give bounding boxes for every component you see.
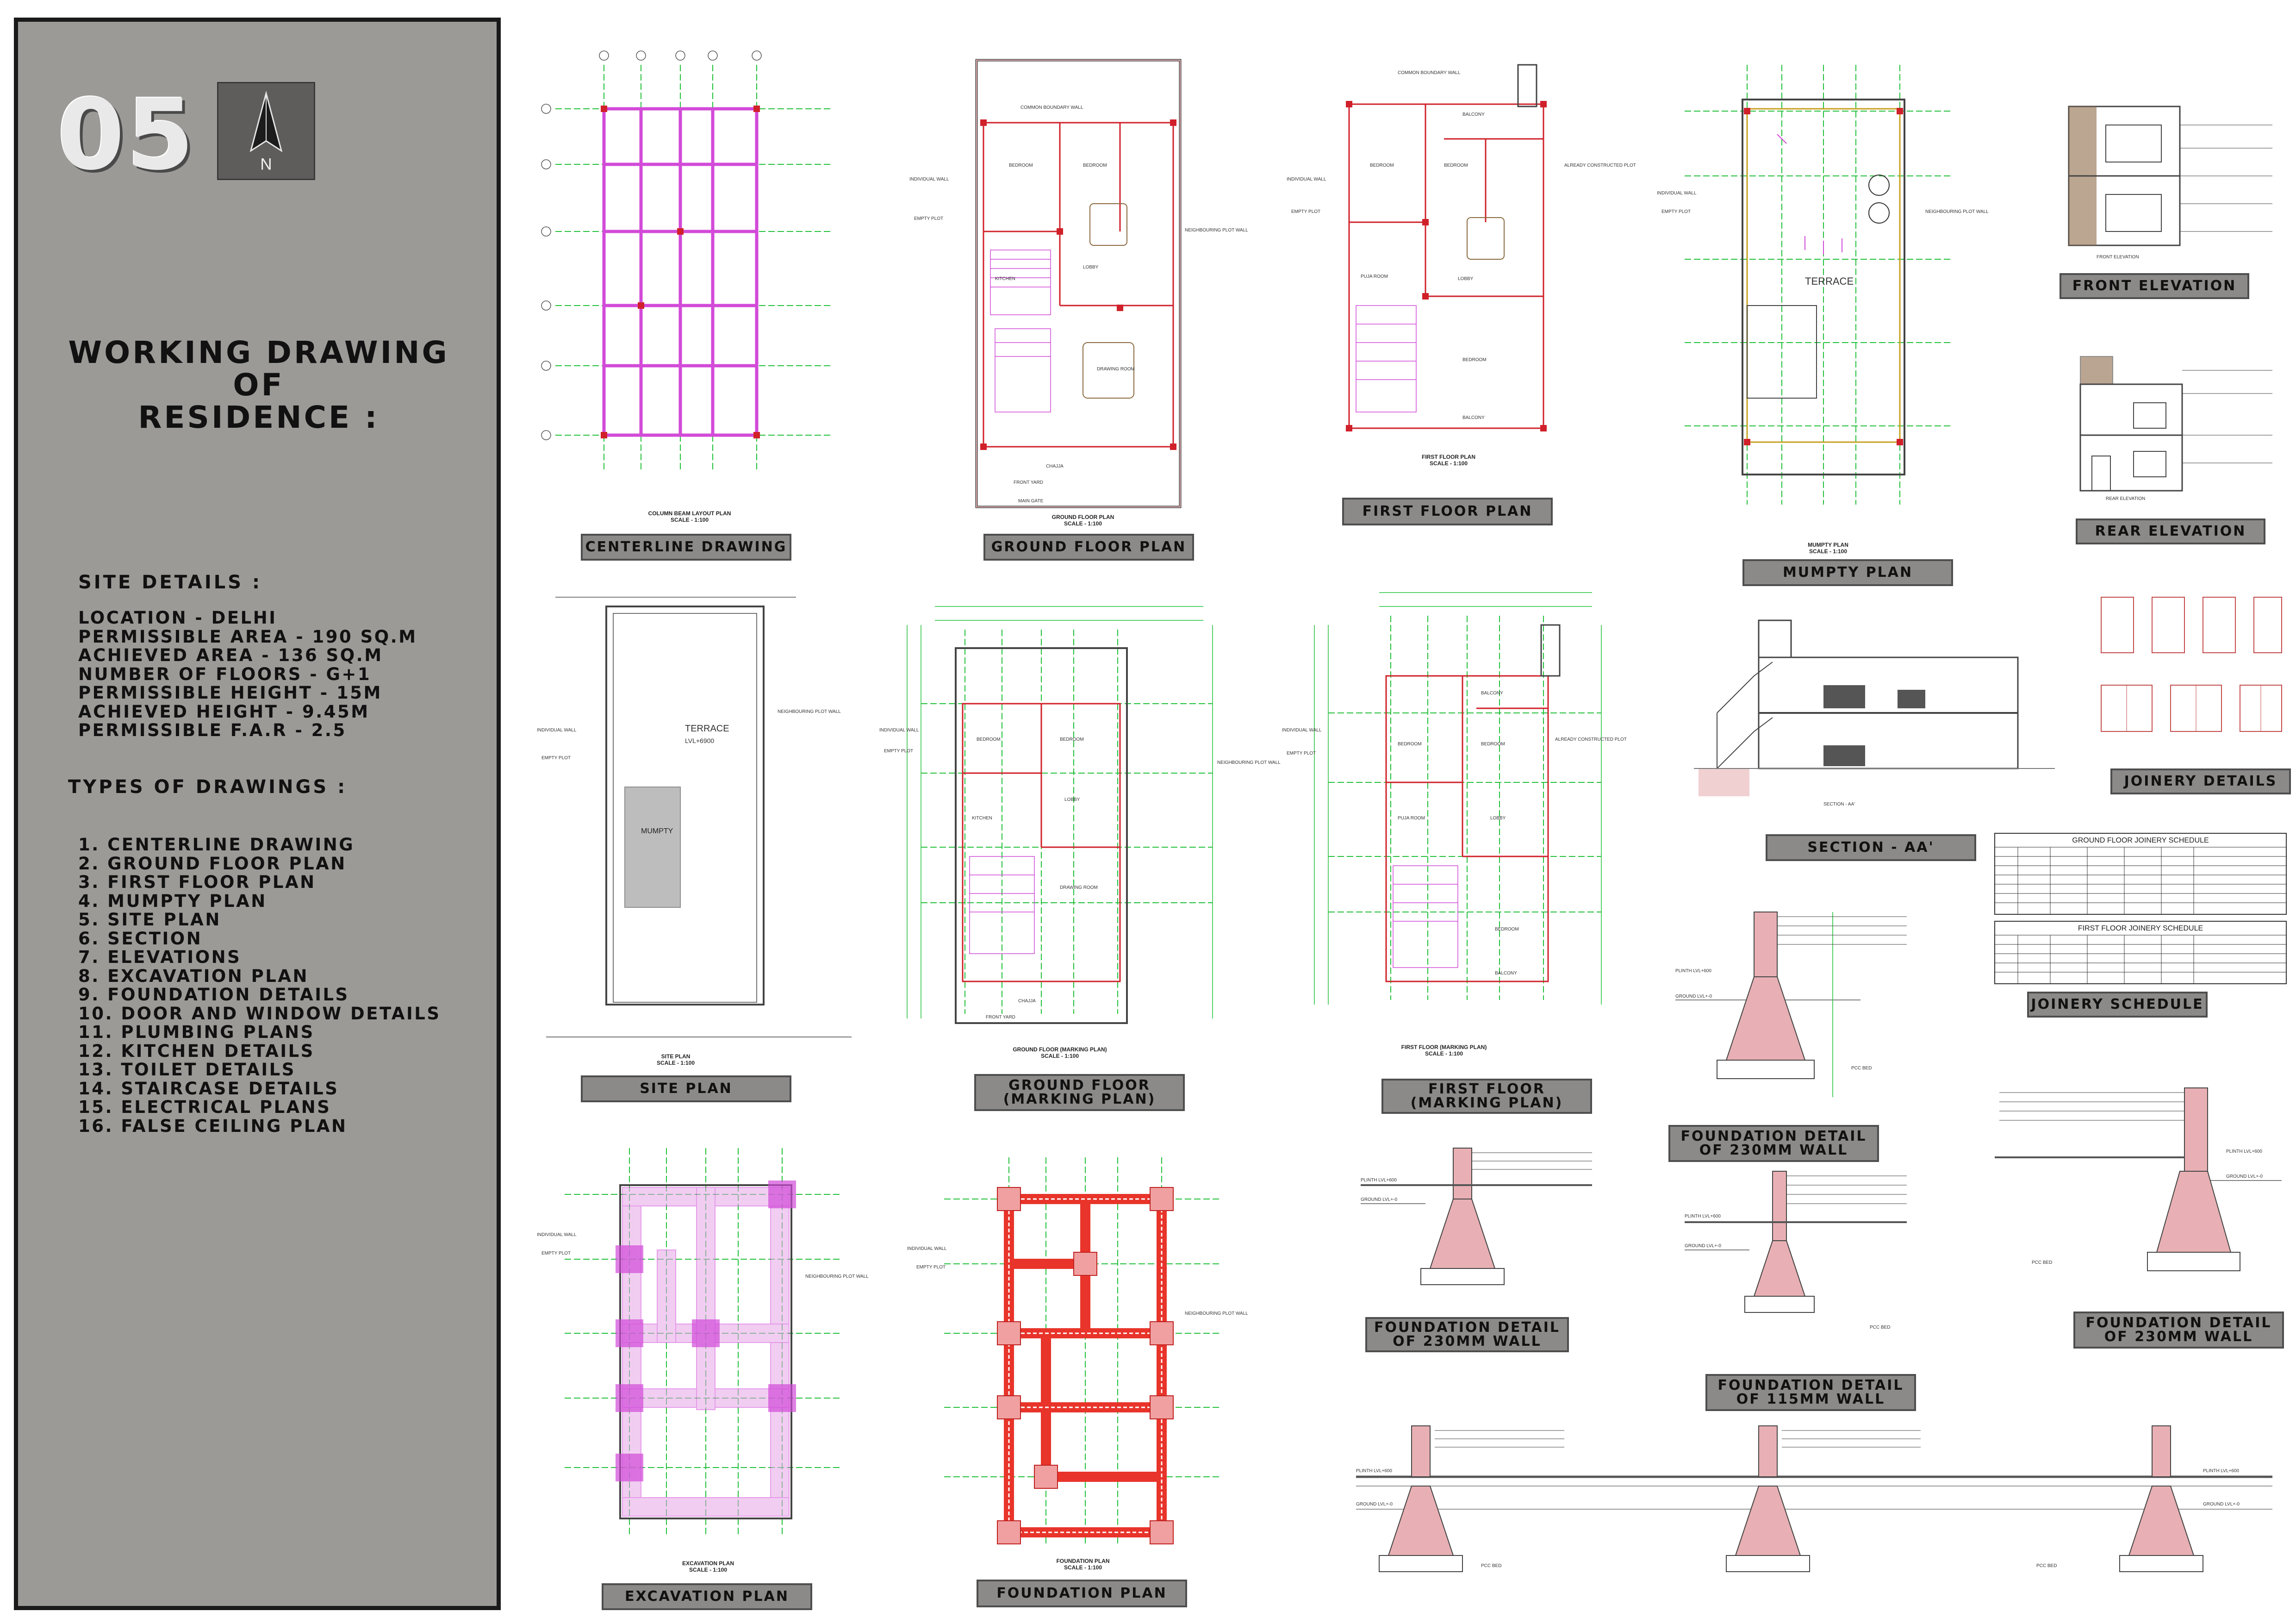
foundation-115-panel bbox=[1675, 1157, 1962, 1417]
foundation-230-c-graphic bbox=[1985, 1079, 2291, 1310]
section-title: SECTION - AA' bbox=[1766, 834, 1976, 861]
site-detail-item: ACHIEVED HEIGHT - 9.45M bbox=[78, 701, 370, 722]
plan-label: MAIN GATE bbox=[1018, 499, 1044, 504]
drawing-type-item: 5. SITE PLAN bbox=[78, 910, 221, 930]
drawing-type-item: 16. FALSE CEILING PLAN bbox=[78, 1116, 348, 1136]
excavation-plan-panel bbox=[537, 1120, 870, 1616]
plinth-label: PLINTH LVL+600 bbox=[1361, 1178, 1397, 1183]
scale-text: SCALE - 1:100 bbox=[1064, 1564, 1102, 1571]
drawing-type-item: 7. ELEVATIONS bbox=[78, 947, 242, 967]
foundation-230-a-panel bbox=[1666, 903, 1962, 1167]
plan-label: BEDROOM bbox=[977, 737, 1001, 742]
foundation-115-title bbox=[1705, 1374, 1916, 1411]
plan-label: EMPTY PLOT bbox=[1291, 209, 1321, 214]
drawing-type-item: 2. GROUND FLOOR PLAN bbox=[78, 853, 347, 874]
scale-text: SCALE - 1:100 bbox=[1425, 1050, 1463, 1057]
ground-floor-plan-panel bbox=[907, 28, 1259, 565]
mumpty-title: MUMPTY PLAN bbox=[1742, 559, 1953, 586]
foundation-230-b-panel bbox=[1351, 1139, 1638, 1356]
ground-marking-caption bbox=[986, 1046, 1134, 1059]
foundation-plan-title: FOUNDATION PLAN bbox=[977, 1580, 1187, 1607]
front-elevation-title: FRONT ELEVATION bbox=[2060, 273, 2249, 299]
foundation-230-c-title bbox=[2073, 1312, 2284, 1349]
foundation-230-c-panel bbox=[1985, 1079, 2291, 1352]
plan-label: EMPTY PLOT bbox=[914, 216, 944, 221]
site-terrace-label: TERRACE bbox=[685, 724, 729, 734]
title-line: OF 230MM WALL bbox=[1393, 1333, 1542, 1349]
site-details-list bbox=[78, 609, 417, 740]
caption-text: GROUND FLOOR (MARKING PLAN) bbox=[1013, 1046, 1107, 1053]
first-marking-plan-panel bbox=[1277, 560, 1638, 1116]
caption-text: SITE PLAN bbox=[661, 1053, 691, 1060]
plan-label: NEIGHBOURING PLOT WALL bbox=[1217, 760, 1281, 765]
plan-label: EMPTY PLOT bbox=[1661, 209, 1691, 214]
first-floor-caption bbox=[1379, 454, 1518, 467]
ground-floor-title: GROUND FLOOR PLAN bbox=[983, 534, 1194, 561]
title-line: FIRST FLOOR bbox=[1428, 1081, 1545, 1097]
drawing-type-item: 9. FOUNDATION DETAILS bbox=[78, 985, 349, 1005]
title-line: OF 115MM WALL bbox=[1736, 1391, 1885, 1407]
plan-label: BEDROOM bbox=[1495, 927, 1519, 932]
site-details-heading: SITE DETAILS : bbox=[78, 572, 262, 593]
drawing-type-item: 6. SECTION bbox=[78, 928, 203, 949]
site-plan-panel bbox=[537, 565, 861, 1106]
drawing-type-item: 11. PLUMBING PLANS bbox=[78, 1022, 315, 1042]
title-line: FOUNDATION DETAIL bbox=[1717, 1377, 1904, 1393]
plan-label: LOBBY bbox=[1490, 816, 1506, 821]
north-arrow-icon bbox=[217, 82, 315, 180]
plan-label: NEIGHBOURING PLOT WALL bbox=[1185, 1311, 1248, 1316]
plan-label: BEDROOM bbox=[1444, 163, 1468, 168]
section-caption: SECTION - AA' bbox=[1823, 802, 1855, 807]
sheet-title bbox=[37, 337, 481, 434]
plan-label: BEDROOM bbox=[1370, 163, 1394, 168]
rear-elevation-caption: REAR ELEVATION bbox=[2106, 496, 2146, 501]
plan-label: BEDROOM bbox=[1060, 737, 1084, 742]
plan-label: INDIVIDUAL WALL bbox=[537, 1232, 577, 1237]
sheet-title-line: WORKING DRAWING bbox=[68, 335, 449, 370]
site-detail-item: ACHIEVED AREA - 136 SQ.M bbox=[78, 645, 383, 665]
plan-label: PUJA ROOM bbox=[1398, 816, 1425, 821]
plinth-label: PLINTH LVL+600 bbox=[1685, 1214, 1721, 1219]
ground-label: GROUND LVL+-0 bbox=[2226, 1174, 2263, 1179]
title-line: GROUND FLOOR bbox=[1008, 1077, 1151, 1093]
plan-label: PUJA ROOM bbox=[1361, 274, 1388, 279]
drawing-type-item: 8. EXCAVATION PLAN bbox=[78, 966, 309, 986]
pcc-label: PCC BED bbox=[2036, 1563, 2057, 1568]
caption-text: MUMPTY PLAN bbox=[1808, 542, 1848, 548]
scale-text: SCALE - 1:100 bbox=[1064, 520, 1102, 527]
plan-label: KITCHEN bbox=[972, 816, 992, 821]
joinery-schedule-panel bbox=[1990, 829, 2291, 1023]
site-detail-item: PERMISSIBLE AREA - 190 SQ.M bbox=[78, 626, 417, 647]
title-line: FOUNDATION DETAIL bbox=[2085, 1315, 2272, 1331]
drawing-type-item: 4. MUMPTY PLAN bbox=[78, 891, 267, 911]
foundation-plan-panel bbox=[907, 1130, 1259, 1616]
plan-label: EMPTY PLOT bbox=[541, 1251, 571, 1256]
ground-marking-plan-graphic bbox=[879, 579, 1281, 1065]
section-graphic bbox=[1685, 611, 2064, 829]
scale-text: SCALE - 1:100 bbox=[656, 1060, 695, 1066]
pcc-label: PCC BED bbox=[1870, 1325, 1891, 1330]
scale-text: SCALE - 1:100 bbox=[689, 1567, 728, 1573]
ground-label: GROUND LVL+-0 bbox=[1675, 994, 1712, 999]
first-marking-plan-graphic bbox=[1277, 560, 1638, 1060]
ground-label: GROUND LVL+-0 bbox=[2203, 1502, 2240, 1507]
title-line: OF 230MM WALL bbox=[1699, 1142, 1848, 1158]
plan-label: ALREADY CONSTRUCTED PLOT bbox=[1564, 163, 1636, 168]
plinth-label: PLINTH LVL+600 bbox=[1675, 968, 1711, 974]
rear-elevation-panel bbox=[2055, 352, 2286, 556]
ground-marking-title bbox=[974, 1074, 1185, 1111]
joinery-schedule-title: JOINERY SCHEDULE bbox=[2027, 992, 2208, 1018]
centerline-drawing-panel bbox=[528, 28, 879, 565]
drawing-type-item: 15. ELECTRICAL PLANS bbox=[78, 1097, 331, 1117]
foundation-115-graphic bbox=[1675, 1157, 1962, 1375]
scale-text: SCALE - 1:100 bbox=[1040, 1053, 1079, 1059]
plan-label: COMMON BOUNDARY WALL bbox=[1020, 105, 1083, 110]
plan-label: INDIVIDUAL WALL bbox=[1657, 191, 1697, 196]
plan-label: COMMON BOUNDARY WALL bbox=[1398, 70, 1461, 75]
drawing-type-item: 3. FIRST FLOOR PLAN bbox=[78, 872, 316, 892]
drawing-types-list bbox=[78, 836, 441, 1136]
rear-elevation-graphic bbox=[2055, 352, 2286, 505]
centerline-grid-graphic bbox=[528, 28, 879, 518]
plan-label: EMPTY PLOT bbox=[884, 749, 914, 754]
plan-label: INDIVIDUAL WALL bbox=[537, 728, 577, 733]
plinth-label: PLINTH LVL+600 bbox=[2203, 1468, 2239, 1474]
foundation-230-a-graphic bbox=[1666, 903, 1962, 1120]
first-floor-title: FIRST FLOOR PLAN bbox=[1342, 498, 1553, 525]
plan-label: LOBBY bbox=[1083, 265, 1099, 270]
drawing-type-item: 10. DOOR AND WINDOW DETAILS bbox=[78, 1003, 441, 1024]
plan-label: FRONT YARD bbox=[986, 1015, 1015, 1020]
plan-label: BEDROOM bbox=[1462, 357, 1487, 362]
scale-text: SCALE - 1:100 bbox=[1809, 548, 1848, 555]
ground-marking-plan-panel bbox=[879, 579, 1281, 1116]
ground-label: GROUND LVL+-0 bbox=[1356, 1502, 1393, 1507]
site-detail-item: LOCATION - DELHI bbox=[78, 608, 277, 628]
plan-label: DRAWING ROOM bbox=[1097, 367, 1135, 372]
plan-label: BALCONY bbox=[1462, 112, 1485, 117]
sheet-number: 05 bbox=[57, 78, 196, 192]
plan-label: INDIVIDUAL WALL bbox=[879, 728, 919, 733]
foundation-230-a-title bbox=[1668, 1125, 1879, 1162]
info-panel bbox=[14, 18, 501, 1610]
excavation-title: EXCAVATION PLAN bbox=[602, 1583, 812, 1610]
title-line: (MARKING PLAN) bbox=[1410, 1095, 1563, 1111]
plan-label: LOBBY bbox=[1458, 276, 1474, 281]
sheet-title-line: OF bbox=[233, 367, 285, 403]
joinery-details-title: JOINERY DETAILS bbox=[2110, 768, 2291, 794]
site-mumpty-label: MUMPTY bbox=[641, 827, 673, 835]
plan-label: BEDROOM bbox=[1083, 163, 1107, 168]
plan-label: ALREADY CONSTRUCTED PLOT bbox=[1555, 737, 1627, 742]
site-plan-title: SITE PLAN bbox=[581, 1075, 791, 1102]
front-elevation-panel bbox=[2055, 97, 2286, 310]
front-elevation-caption: FRONT ELEVATION bbox=[2097, 255, 2139, 260]
plan-label: INDIVIDUAL WALL bbox=[909, 177, 949, 182]
joinery-details-panel bbox=[2092, 588, 2291, 806]
excavation-caption bbox=[639, 1560, 778, 1573]
mumpty-room-label: TERRACE bbox=[1805, 275, 1854, 287]
plan-label: BALCONY bbox=[1495, 971, 1517, 976]
first-floor-plan-graphic bbox=[1287, 28, 1638, 491]
drawing-type-item: 13. TOILET DETAILS bbox=[78, 1060, 296, 1080]
centerline-title: CENTERLINE DRAWING bbox=[581, 534, 791, 561]
centerline-caption bbox=[620, 510, 759, 523]
plinth-label: PLINTH LVL+600 bbox=[2226, 1149, 2262, 1154]
excavation-plan-graphic bbox=[537, 1120, 870, 1579]
plan-label: NEIGHBOURING PLOT WALL bbox=[778, 709, 841, 714]
site-detail-item: PERMISSIBLE F.A.R - 2.5 bbox=[78, 720, 347, 740]
plinth-label: PLINTH LVL+600 bbox=[1356, 1468, 1392, 1474]
plan-label: BALCONY bbox=[1481, 691, 1503, 696]
title-line: FOUNDATION DETAIL bbox=[1374, 1319, 1560, 1336]
plan-label: CHAJJA bbox=[1046, 464, 1064, 469]
plan-label: BEDROOM bbox=[1009, 163, 1033, 168]
drawing-type-item: 14. STAIRCASE DETAILS bbox=[78, 1078, 339, 1099]
first-floor-plan-panel bbox=[1287, 28, 1638, 532]
pcc-label: PCC BED bbox=[1481, 1563, 1502, 1568]
title-line: OF 230MM WALL bbox=[2104, 1329, 2253, 1345]
north-label: N bbox=[260, 155, 272, 174]
drawing-type-item: 1. CENTERLINE DRAWING bbox=[78, 835, 355, 855]
joinery-schedule-graphic bbox=[1990, 829, 2291, 986]
caption-text: GROUND FLOOR PLAN bbox=[1052, 514, 1114, 520]
foundation-230-b-graphic bbox=[1351, 1139, 1638, 1315]
title-line: FOUNDATION DETAIL bbox=[1680, 1128, 1867, 1144]
first-marking-caption bbox=[1370, 1044, 1518, 1057]
caption-text: FIRST FLOOR PLAN bbox=[1422, 454, 1475, 460]
long-foundation-section-graphic bbox=[1342, 1417, 2286, 1616]
plan-label: BEDROOM bbox=[1398, 742, 1422, 747]
site-detail-item: NUMBER OF FLOORS - G+1 bbox=[78, 664, 372, 684]
caption-text: COLUMN BEAM LAYOUT PLAN bbox=[648, 510, 731, 517]
sheet-title-line: RESIDENCE : bbox=[138, 400, 380, 435]
plan-label: INDIVIDUAL WALL bbox=[907, 1246, 947, 1251]
scale-text: SCALE - 1:100 bbox=[1429, 460, 1468, 467]
mumpty-plan-panel bbox=[1657, 19, 2036, 593]
plan-label: BALCONY bbox=[1462, 415, 1485, 420]
ff-schedule-title: FIRST FLOOR JOINERY SCHEDULE bbox=[2078, 924, 2203, 932]
caption-text: FIRST FLOOR (MARKING PLAN) bbox=[1401, 1044, 1487, 1050]
title-line: (MARKING PLAN) bbox=[1003, 1091, 1156, 1107]
pcc-label: PCC BED bbox=[1851, 1066, 1872, 1071]
ground-label: GROUND LVL+-0 bbox=[1685, 1243, 1722, 1249]
site-plan-caption bbox=[606, 1053, 745, 1066]
caption-text: FOUNDATION PLAN bbox=[1056, 1558, 1110, 1564]
ground-floor-plan-graphic bbox=[907, 28, 1259, 518]
ground-label: GROUND LVL+-0 bbox=[1361, 1197, 1398, 1202]
drawing-type-item: 12. KITCHEN DETAILS bbox=[78, 1041, 315, 1061]
rear-elevation-title: REAR ELEVATION bbox=[2076, 518, 2265, 544]
first-marking-title bbox=[1381, 1079, 1592, 1114]
plan-label: NEIGHBOURING PLOT WALL bbox=[1185, 228, 1248, 233]
plan-label: NEIGHBOURING PLOT WALL bbox=[1925, 209, 1989, 214]
gf-schedule-title: GROUND FLOOR JOINERY SCHEDULE bbox=[2072, 837, 2209, 844]
ground-floor-caption bbox=[1014, 514, 1152, 527]
plan-label: EMPTY PLOT bbox=[541, 756, 571, 761]
north-arrow-graphic bbox=[218, 83, 314, 179]
foundation-plan-caption bbox=[1014, 1558, 1152, 1571]
foundation-230-b-title bbox=[1365, 1317, 1569, 1352]
joinery-details-graphic bbox=[2092, 588, 2291, 768]
plan-label: CHAJJA bbox=[1018, 999, 1036, 1004]
pcc-label: PCC BED bbox=[2032, 1260, 2053, 1265]
site-detail-item: PERMISSIBLE HEIGHT - 15M bbox=[78, 683, 382, 703]
plan-label: KITCHEN bbox=[995, 276, 1015, 281]
scale-text: SCALE - 1:100 bbox=[670, 517, 709, 523]
long-foundation-section-panel bbox=[1342, 1417, 2286, 1616]
front-elevation-graphic bbox=[2055, 97, 2286, 264]
plan-label: DRAWING ROOM bbox=[1060, 885, 1098, 890]
caption-text: EXCAVATION PLAN bbox=[682, 1560, 734, 1567]
plan-label: INDIVIDUAL WALL bbox=[1287, 177, 1326, 182]
plan-label: FRONT YARD bbox=[1014, 480, 1043, 485]
mumpty-caption bbox=[1759, 542, 1898, 555]
mumpty-plan-graphic bbox=[1657, 19, 2036, 546]
plan-label: EMPTY PLOT bbox=[1287, 751, 1316, 756]
plan-label: BEDROOM bbox=[1481, 742, 1505, 747]
foundation-plan-graphic bbox=[907, 1130, 1259, 1579]
plan-label: NEIGHBOURING PLOT WALL bbox=[805, 1274, 869, 1279]
plan-label: INDIVIDUAL WALL bbox=[1282, 728, 1322, 733]
site-terrace-level: LVL+6900 bbox=[685, 737, 715, 744]
drawing-types-heading: TYPES OF DRAWINGS : bbox=[68, 776, 348, 798]
plan-label: LOBBY bbox=[1064, 797, 1080, 802]
site-plan-graphic bbox=[537, 565, 861, 1065]
plan-label: EMPTY PLOT bbox=[916, 1265, 946, 1270]
